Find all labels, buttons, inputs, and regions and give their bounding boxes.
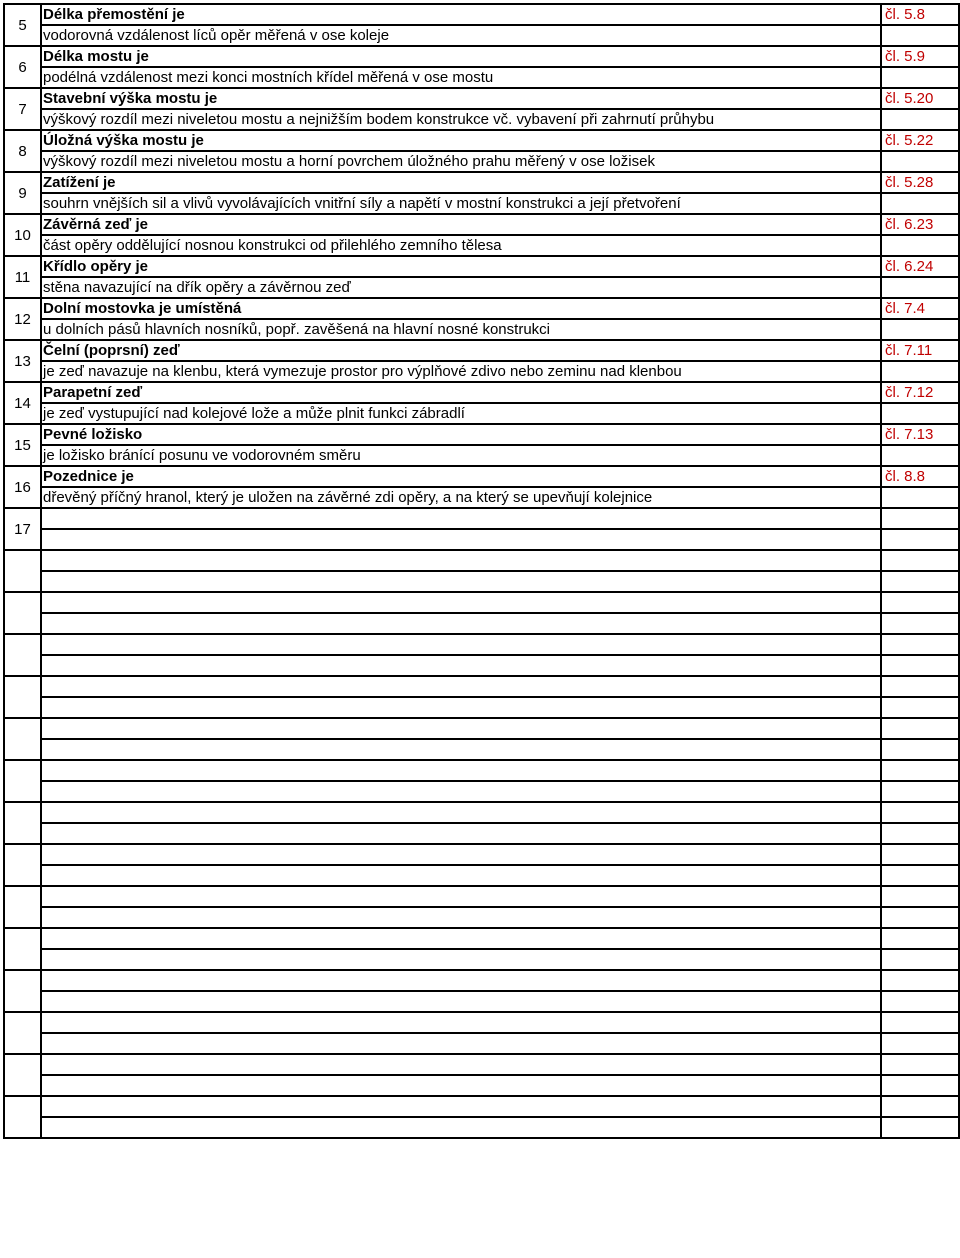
entry-number: 16 bbox=[4, 466, 41, 508]
entry-definition-row bbox=[4, 487, 959, 508]
entry-reference: čl. 5.22 bbox=[881, 130, 959, 151]
entry-reference-blank bbox=[881, 193, 959, 214]
entry-term-row bbox=[4, 46, 959, 67]
entry-reference: čl. 8.8 bbox=[881, 466, 959, 487]
entry-number: 13 bbox=[4, 340, 41, 382]
empty-text-cell bbox=[41, 886, 881, 907]
entry-definition bbox=[41, 529, 881, 550]
entry-term-row bbox=[4, 172, 959, 193]
empty-ref-cell bbox=[881, 865, 959, 886]
empty-number-cell bbox=[4, 634, 41, 676]
entry-term-row bbox=[4, 130, 959, 151]
empty-ref-cell bbox=[881, 1096, 959, 1117]
entry-reference: čl. 7.13 bbox=[881, 424, 959, 445]
entry-number: 10 bbox=[4, 214, 41, 256]
empty-row bbox=[4, 802, 959, 823]
entry-number: 12 bbox=[4, 298, 41, 340]
empty-number-cell bbox=[4, 1096, 41, 1138]
entry-reference-blank bbox=[881, 445, 959, 466]
empty-row bbox=[4, 655, 959, 676]
entry-reference: čl. 7.4 bbox=[881, 298, 959, 319]
empty-ref-cell bbox=[881, 613, 959, 634]
empty-text-cell bbox=[41, 781, 881, 802]
empty-ref-cell bbox=[881, 802, 959, 823]
empty-row bbox=[4, 760, 959, 781]
entry-definition: část opěry oddělující nosnou konstrukci od přilehlého zemního tělesa bbox=[41, 235, 881, 256]
empty-row bbox=[4, 718, 959, 739]
entry-term-row bbox=[4, 340, 959, 361]
empty-number-cell bbox=[4, 718, 41, 760]
empty-text-cell bbox=[41, 613, 881, 634]
empty-ref-cell bbox=[881, 634, 959, 655]
empty-text-cell bbox=[41, 634, 881, 655]
empty-text-cell bbox=[41, 802, 881, 823]
empty-row bbox=[4, 697, 959, 718]
entry-term: Délka mostu je bbox=[41, 46, 881, 67]
empty-row bbox=[4, 1075, 959, 1096]
entry-term: Úložná výška mostu je bbox=[41, 130, 881, 151]
empty-ref-cell bbox=[881, 1054, 959, 1075]
empty-text-cell bbox=[41, 655, 881, 676]
entry-definition-row bbox=[4, 151, 959, 172]
empty-text-cell bbox=[41, 739, 881, 760]
empty-text-cell bbox=[41, 1096, 881, 1117]
entry-definition-row bbox=[4, 319, 959, 340]
empty-row bbox=[4, 613, 959, 634]
entry-number: 15 bbox=[4, 424, 41, 466]
empty-row bbox=[4, 550, 959, 571]
empty-ref-cell bbox=[881, 760, 959, 781]
entry-term-row bbox=[4, 256, 959, 277]
entry-term-row bbox=[4, 298, 959, 319]
empty-row bbox=[4, 634, 959, 655]
empty-ref-cell bbox=[881, 949, 959, 970]
empty-row bbox=[4, 844, 959, 865]
empty-row bbox=[4, 886, 959, 907]
definitions-table bbox=[3, 3, 960, 1139]
empty-ref-cell bbox=[881, 718, 959, 739]
empty-number-cell bbox=[4, 676, 41, 718]
empty-text-cell bbox=[41, 865, 881, 886]
empty-number-cell bbox=[4, 802, 41, 844]
empty-row bbox=[4, 1054, 959, 1075]
empty-row bbox=[4, 907, 959, 928]
empty-text-cell bbox=[41, 844, 881, 865]
empty-row bbox=[4, 1033, 959, 1054]
entry-term: Stavební výška mostu je bbox=[41, 88, 881, 109]
empty-row bbox=[4, 865, 959, 886]
entry-reference-blank bbox=[881, 277, 959, 298]
entry-reference-blank bbox=[881, 67, 959, 88]
empty-row bbox=[4, 781, 959, 802]
entry-reference: čl. 5.8 bbox=[881, 4, 959, 25]
empty-row bbox=[4, 1012, 959, 1033]
entry-term-row bbox=[4, 4, 959, 25]
empty-ref-cell bbox=[881, 571, 959, 592]
empty-row bbox=[4, 823, 959, 844]
entry-term bbox=[41, 508, 881, 529]
empty-ref-cell bbox=[881, 1075, 959, 1096]
empty-ref-cell bbox=[881, 676, 959, 697]
entry-reference-blank bbox=[881, 487, 959, 508]
entry-number: 7 bbox=[4, 88, 41, 130]
empty-text-cell bbox=[41, 928, 881, 949]
empty-ref-cell bbox=[881, 1012, 959, 1033]
entry-definition: u dolních pásů hlavních nosníků, popř. zavěšená na hlavní nosné konstrukci bbox=[41, 319, 881, 340]
entry-reference-blank bbox=[881, 403, 959, 424]
entry-term-row bbox=[4, 466, 959, 487]
entry-reference-blank bbox=[881, 361, 959, 382]
entry-definition: souhrn vnějších sil a vlivů vyvolávajících vnitřní síly a napětí v mostní konstrukci a její přetvoření bbox=[41, 193, 881, 214]
entry-term: Závěrná zeď je bbox=[41, 214, 881, 235]
empty-number-cell bbox=[4, 1054, 41, 1096]
entry-term-row bbox=[4, 424, 959, 445]
entry-definition-row bbox=[4, 361, 959, 382]
empty-row bbox=[4, 739, 959, 760]
entry-reference-blank bbox=[881, 529, 959, 550]
empty-text-cell bbox=[41, 823, 881, 844]
empty-ref-cell bbox=[881, 886, 959, 907]
empty-number-cell bbox=[4, 550, 41, 592]
empty-text-cell bbox=[41, 1012, 881, 1033]
empty-text-cell bbox=[41, 760, 881, 781]
entry-reference bbox=[881, 508, 959, 529]
empty-row bbox=[4, 1117, 959, 1138]
empty-text-cell bbox=[41, 592, 881, 613]
empty-text-cell bbox=[41, 1033, 881, 1054]
empty-number-cell bbox=[4, 592, 41, 634]
entry-definition-row bbox=[4, 109, 959, 130]
entry-definition-row bbox=[4, 67, 959, 88]
empty-ref-cell bbox=[881, 697, 959, 718]
empty-number-cell bbox=[4, 760, 41, 802]
entry-reference: čl. 7.11 bbox=[881, 340, 959, 361]
empty-number-cell bbox=[4, 886, 41, 928]
empty-text-cell bbox=[41, 1075, 881, 1096]
entry-term: Čelní (poprsní) zeď bbox=[41, 340, 881, 361]
entry-number: 17 bbox=[4, 508, 41, 550]
empty-number-cell bbox=[4, 1012, 41, 1054]
empty-ref-cell bbox=[881, 655, 959, 676]
entry-definition: výškový rozdíl mezi niveletou mostu a horní povrchem úložného prahu měřený v ose ložisek bbox=[41, 151, 881, 172]
empty-text-cell bbox=[41, 550, 881, 571]
empty-ref-cell bbox=[881, 781, 959, 802]
entry-definition: je zeď navazuje na klenbu, která vymezuje prostor pro výplňové zdivo nebo zeminu nad klenbou bbox=[41, 361, 881, 382]
entry-reference-blank bbox=[881, 151, 959, 172]
entry-number: 14 bbox=[4, 382, 41, 424]
empty-row bbox=[4, 949, 959, 970]
empty-text-cell bbox=[41, 1117, 881, 1138]
entry-term-row bbox=[4, 88, 959, 109]
entry-term: Délka přemostění je bbox=[41, 4, 881, 25]
empty-ref-cell bbox=[881, 970, 959, 991]
empty-row bbox=[4, 592, 959, 613]
empty-text-cell bbox=[41, 949, 881, 970]
definitions-table-body bbox=[4, 4, 959, 1138]
entry-definition: stěna navazující na dřík opěry a závěrnou zeď bbox=[41, 277, 881, 298]
entry-reference-blank bbox=[881, 235, 959, 256]
empty-number-cell bbox=[4, 928, 41, 970]
entry-term: Dolní mostovka je umístěná bbox=[41, 298, 881, 319]
empty-row bbox=[4, 571, 959, 592]
empty-text-cell bbox=[41, 1054, 881, 1075]
entry-term: Parapetní zeď bbox=[41, 382, 881, 403]
entry-term-row bbox=[4, 214, 959, 235]
entry-reference: čl. 5.20 bbox=[881, 88, 959, 109]
entry-term-row bbox=[4, 382, 959, 403]
empty-row bbox=[4, 928, 959, 949]
entry-definition: vodorovná vzdálenost líců opěr měřená v ose koleje bbox=[41, 25, 881, 46]
entry-reference: čl. 5.9 bbox=[881, 46, 959, 67]
entry-definition: dřevěný příčný hranol, který je uložen na závěrné zdi opěry, a na který se upevňují kolejnice bbox=[41, 487, 881, 508]
entry-definition-row bbox=[4, 277, 959, 298]
empty-ref-cell bbox=[881, 907, 959, 928]
entry-definition-row bbox=[4, 235, 959, 256]
empty-text-cell bbox=[41, 907, 881, 928]
empty-ref-cell bbox=[881, 823, 959, 844]
entry-term: Zatížení je bbox=[41, 172, 881, 193]
empty-ref-cell bbox=[881, 739, 959, 760]
entry-number: 9 bbox=[4, 172, 41, 214]
empty-text-cell bbox=[41, 571, 881, 592]
empty-ref-cell bbox=[881, 928, 959, 949]
empty-text-cell bbox=[41, 970, 881, 991]
empty-text-cell bbox=[41, 676, 881, 697]
empty-row bbox=[4, 676, 959, 697]
empty-text-cell bbox=[41, 718, 881, 739]
entry-number: 11 bbox=[4, 256, 41, 298]
entry-term: Pozednice je bbox=[41, 466, 881, 487]
empty-number-cell bbox=[4, 970, 41, 1012]
entry-definition: podélná vzdálenost mezi konci mostních křídel měřená v ose mostu bbox=[41, 67, 881, 88]
entry-definition: je zeď vystupující nad kolejové lože a může plnit funkci zábradlí bbox=[41, 403, 881, 424]
empty-ref-cell bbox=[881, 592, 959, 613]
entry-reference: čl. 5.28 bbox=[881, 172, 959, 193]
entry-definition-row bbox=[4, 193, 959, 214]
empty-row bbox=[4, 1096, 959, 1117]
empty-ref-cell bbox=[881, 844, 959, 865]
empty-row bbox=[4, 970, 959, 991]
entry-term: Křídlo opěry je bbox=[41, 256, 881, 277]
entry-definition-row bbox=[4, 529, 959, 550]
entry-number: 5 bbox=[4, 4, 41, 46]
entry-reference-blank bbox=[881, 109, 959, 130]
entry-number: 6 bbox=[4, 46, 41, 88]
entry-term: Pevné ložisko bbox=[41, 424, 881, 445]
empty-ref-cell bbox=[881, 1033, 959, 1054]
entry-term-row bbox=[4, 508, 959, 529]
empty-ref-cell bbox=[881, 991, 959, 1012]
entry-definition: výškový rozdíl mezi niveletou mostu a nejnižším bodem konstrukce vč. vybavení při zahrnutí průhybu bbox=[41, 109, 881, 130]
empty-ref-cell bbox=[881, 550, 959, 571]
entry-reference: čl. 6.23 bbox=[881, 214, 959, 235]
entry-definition-row bbox=[4, 25, 959, 46]
empty-text-cell bbox=[41, 697, 881, 718]
empty-ref-cell bbox=[881, 1117, 959, 1138]
entry-reference: čl. 7.12 bbox=[881, 382, 959, 403]
empty-row bbox=[4, 991, 959, 1012]
entry-reference-blank bbox=[881, 319, 959, 340]
entry-definition-row bbox=[4, 403, 959, 424]
empty-text-cell bbox=[41, 991, 881, 1012]
entry-reference-blank bbox=[881, 25, 959, 46]
empty-number-cell bbox=[4, 844, 41, 886]
entry-definition-row bbox=[4, 445, 959, 466]
entry-definition: je ložisko bránící posunu ve vodorovném směru bbox=[41, 445, 881, 466]
entry-number: 8 bbox=[4, 130, 41, 172]
entry-reference: čl. 6.24 bbox=[881, 256, 959, 277]
